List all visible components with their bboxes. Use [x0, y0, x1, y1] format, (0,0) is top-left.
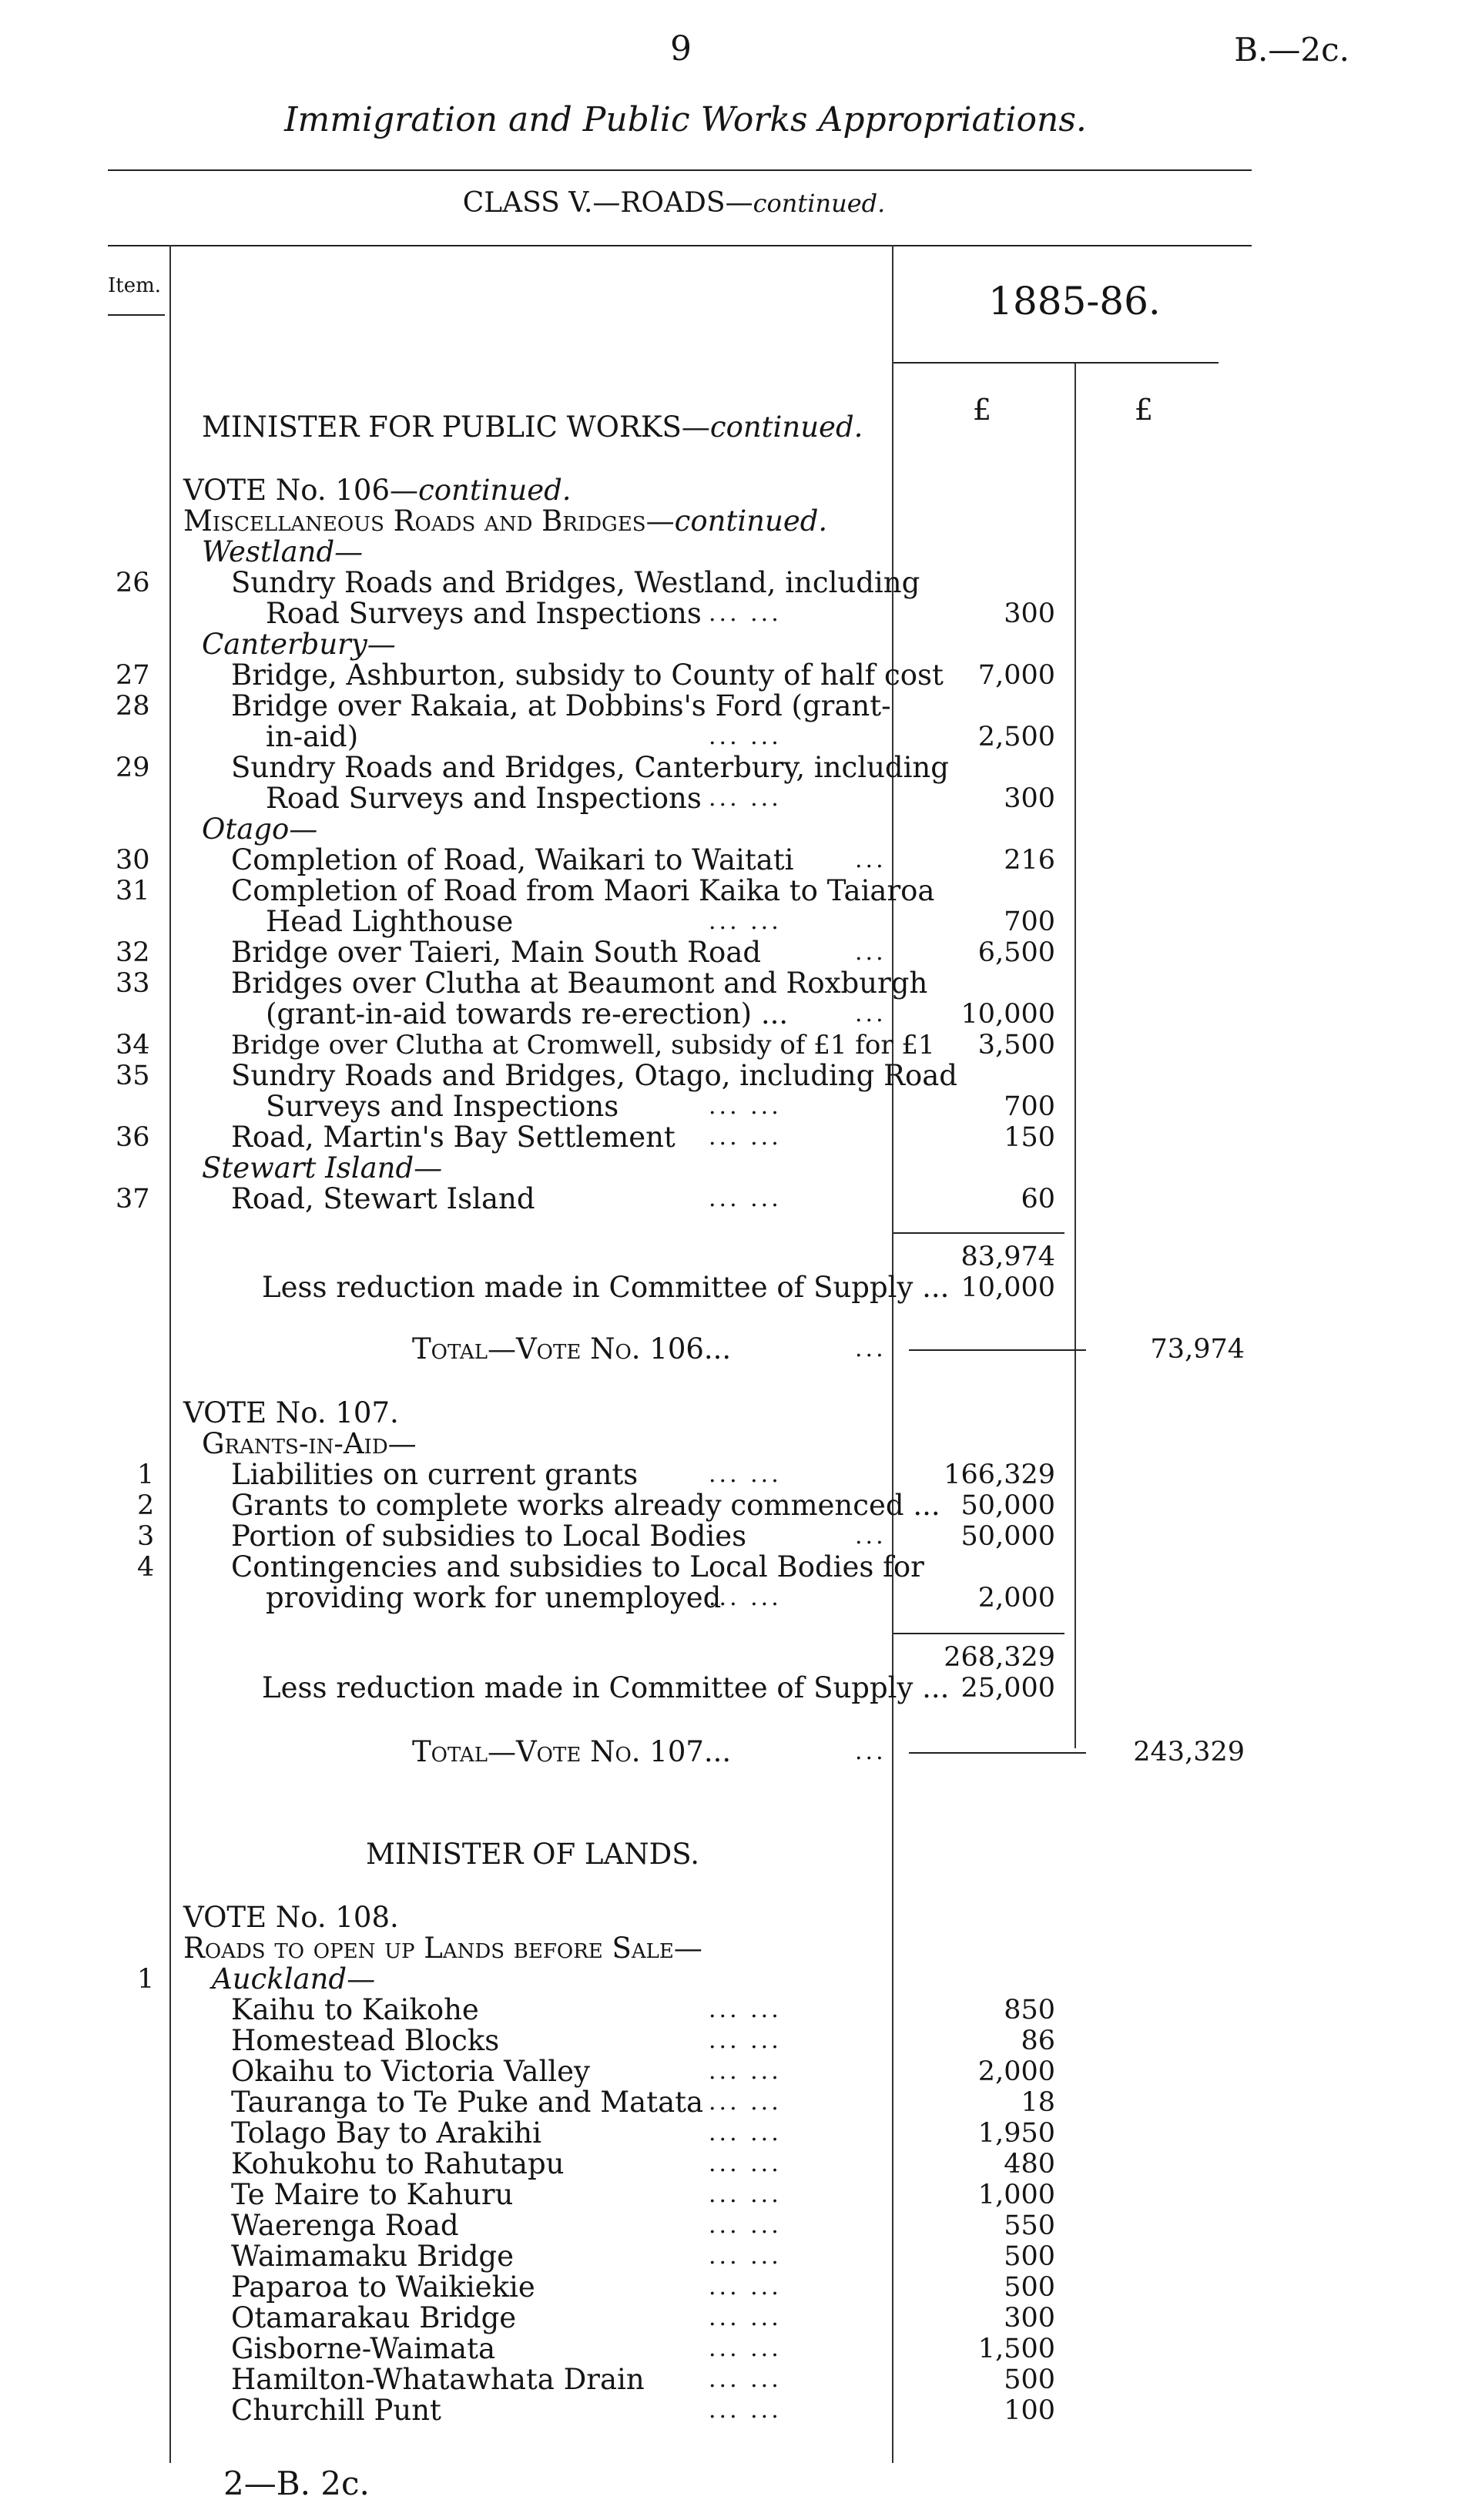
item-amount: 700: [1004, 1091, 1055, 1122]
road-amount: 1,500: [977, 2334, 1055, 2364]
item-description: Bridges over Clutha at Beaumont and Roxburgh: [231, 967, 928, 1000]
vote-106-subtitle: Miscellaneous Roads and Bridges—continued.: [183, 504, 828, 538]
road-amount: 100: [1004, 2395, 1055, 2426]
running-title: Immigration and Public Works Appropriations.: [284, 100, 1087, 139]
road-amount: 500: [1004, 2364, 1055, 2395]
leader-dots: ... ...: [709, 723, 782, 750]
total-rule: [909, 1349, 1086, 1351]
section-title: CLASS V.—ROADS—continued.: [462, 187, 886, 219]
item-number: 1: [137, 1459, 155, 1490]
item-number: 28: [116, 691, 150, 722]
item-amount: 50,000: [960, 1521, 1055, 1552]
item-description-cont: Head Lighthouse: [266, 905, 514, 938]
road-amount: 850: [1004, 1995, 1055, 2026]
year-head-rule: [893, 362, 1219, 364]
item-amount: 300: [1004, 598, 1055, 629]
leader-dots: ... ...: [709, 2274, 782, 2301]
road-amount: 18: [1021, 2087, 1055, 2118]
leader-dots: ... ...: [709, 908, 782, 935]
leader-dots: ...: [855, 846, 887, 873]
item-number: 26: [116, 568, 150, 598]
leader-dots: ... ...: [709, 1185, 782, 1212]
leader-dots: ... ...: [709, 1461, 782, 1488]
currency-symbol-totals: £: [1134, 393, 1154, 427]
item-amount: 10,000: [960, 999, 1055, 1030]
item-amount: 6,500: [977, 937, 1055, 968]
leader-dots: ... ...: [709, 2243, 782, 2270]
road-amount: 300: [1004, 2303, 1055, 2334]
item-number: 27: [116, 660, 150, 691]
item-description: Road, Martin's Bay Settlement: [231, 1121, 676, 1154]
vote-106-total: 73,974: [1150, 1334, 1245, 1365]
item-description: Sundry Roads and Bridges, Canterbury, including: [231, 751, 949, 784]
road-name: Churchill Punt: [231, 2394, 441, 2427]
item-description: Sundry Roads and Bridges, Otago, including Road: [231, 1059, 957, 1092]
road-name: Kaihu to Kaikohe: [231, 1993, 479, 2026]
road-amount: 2,000: [977, 2056, 1055, 2087]
year-column-header: 1885-86.: [988, 279, 1161, 323]
vote-106-total-label: Total—Vote No. 106...: [412, 1332, 732, 1366]
document-code: B.—2c.: [1234, 31, 1349, 69]
table-top-rule: [108, 245, 1252, 246]
leader-dots: ... ...: [709, 1093, 782, 1120]
item-description: Completion of Road from Maori Kaika to Taiaroa: [231, 874, 935, 907]
road-name: Otamarakau Bridge: [231, 2301, 517, 2334]
leader-dots: ... ...: [709, 785, 782, 812]
leader-dots: ... ...: [709, 2089, 782, 2116]
item-description: Sundry Roads and Bridges, Westland, including: [231, 566, 920, 599]
vote-106-title: VOTE No. 106—continued.: [183, 474, 572, 507]
item-amount: 700: [1004, 906, 1055, 937]
page-number: 9: [670, 29, 692, 69]
leader-dots: ... ...: [709, 2335, 782, 2362]
region-stewart-island: Stewart Island—: [202, 1151, 443, 1185]
item-amount: 216: [1004, 845, 1055, 876]
item-number: 4: [137, 1552, 155, 1583]
road-name: Kohukohu to Rahutapu: [231, 2147, 565, 2180]
vote-107-total-label: Total—Vote No. 107...: [412, 1735, 732, 1768]
item-description: Contingencies and subsidies to Local Bodies for: [231, 1550, 924, 1583]
vote-107-subtitle: Grants-in-Aid—: [202, 1427, 417, 1460]
leader-dots: ...: [855, 1335, 887, 1362]
leader-dots: ... ...: [709, 2304, 782, 2331]
leader-dots: ...: [855, 1523, 887, 1550]
item-description: Bridge, Ashburton, subsidy to County of half cost: [231, 658, 944, 692]
item-description: Bridge over Rakaia, at Dobbins's Ford (grant-: [231, 689, 891, 722]
road-amount: 1,000: [977, 2180, 1055, 2210]
vote-107-reduction-label: Less reduction made in Committee of Supply ...: [262, 1671, 950, 1704]
vote-106-reduction: 10,000: [960, 1272, 1055, 1303]
road-name: Paparoa to Waikiekie: [231, 2270, 535, 2304]
item-head-rule: [108, 314, 165, 316]
page-footer-signature: 2—B. 2c.: [223, 2465, 370, 2502]
leader-dots: ... ...: [709, 1124, 782, 1151]
road-amount: 550: [1004, 2210, 1055, 2241]
road-name: Waimamaku Bridge: [231, 2240, 514, 2273]
item-number: 37: [116, 1184, 150, 1215]
leader-dots: ... ...: [709, 2027, 782, 2054]
leader-dots: ...: [855, 1000, 887, 1027]
road-amount: 500: [1004, 2241, 1055, 2272]
leader-dots: ... ...: [709, 2150, 782, 2177]
road-name: Tolago Bay to Arakihi: [231, 2116, 541, 2150]
minister-public-works-heading: MINISTER FOR PUBLIC WORKS—continued.: [202, 411, 863, 444]
header-rule: [108, 169, 1252, 171]
vote-106-subtotal: 83,974: [960, 1242, 1055, 1272]
item-description-cont: providing work for unemployed: [266, 1581, 722, 1614]
region-canterbury: Canterbury—: [202, 628, 396, 661]
item-description: Road, Stewart Island: [231, 1182, 535, 1215]
leader-dots: ...: [855, 1738, 887, 1765]
item-number: 32: [116, 937, 150, 968]
leader-dots: ...: [855, 939, 887, 966]
road-name: Homestead Blocks: [231, 2024, 500, 2057]
item-description: Bridge over Clutha at Cromwell, subsidy of £1 for £1: [231, 1030, 935, 1061]
vote-108-subtitle: Roads to open up Lands before Sale—: [183, 1932, 702, 1965]
leader-dots: ... ...: [709, 2366, 782, 2393]
leader-dots: ... ...: [709, 600, 782, 627]
vote-108-title: VOTE No. 108.: [183, 1901, 399, 1934]
item-number: 29: [116, 752, 150, 783]
road-amount: 480: [1004, 2149, 1055, 2180]
region-auckland: Auckland—: [212, 1962, 376, 1996]
item-number: 3: [137, 1521, 155, 1552]
road-name: Waerenga Road: [231, 2209, 459, 2242]
road-name: Gisborne-Waimata: [231, 2332, 496, 2365]
road-name: Okaihu to Victoria Valley: [231, 2055, 590, 2088]
leader-dots: ... ...: [709, 2212, 782, 2239]
vote-107-title: VOTE No. 107.: [183, 1396, 399, 1429]
item-description-cont: (grant-in-aid towards re-erection) ...: [266, 997, 789, 1030]
item-description-cont: Road Surveys and Inspections: [266, 782, 702, 815]
item-amount: 60: [1021, 1184, 1055, 1215]
road-amount: 86: [1021, 2026, 1055, 2056]
item-amount: 3,500: [977, 1030, 1055, 1061]
subtotal-rule: [893, 1232, 1064, 1234]
vote-107-reduction: 25,000: [960, 1673, 1055, 1704]
leader-dots: ... ...: [709, 2058, 782, 2085]
item-amount: 2,000: [977, 1583, 1055, 1614]
item-number: 34: [116, 1030, 150, 1061]
leader-dots: ... ...: [709, 1584, 782, 1611]
item-number: 1: [137, 1964, 155, 1995]
item-amount: 166,329: [944, 1459, 1055, 1490]
road-name: Tauranga to Te Puke and Matata: [231, 2086, 704, 2119]
vote-107-subtotal: 268,329: [944, 1642, 1055, 1673]
road-name: Hamilton-Whatawhata Drain: [231, 2363, 645, 2396]
currency-symbol-amounts: £: [972, 393, 992, 427]
item-description-cont: Surveys and Inspections: [266, 1090, 619, 1123]
item-amount: 300: [1004, 783, 1055, 814]
region-otago: Otago—: [202, 813, 318, 846]
item-number: 2: [137, 1490, 155, 1521]
item-description: Bridge over Taieri, Main South Road: [231, 936, 762, 969]
item-description-cont: Road Surveys and Inspections: [266, 597, 702, 630]
item-number: 33: [116, 968, 150, 999]
road-name: Te Maire to Kahuru: [231, 2178, 514, 2211]
item-amount: 2,500: [977, 722, 1055, 752]
item-description: Portion of subsidies to Local Bodies: [231, 1520, 747, 1553]
item-description-cont: in-aid): [266, 720, 359, 753]
leader-dots: ... ...: [709, 2181, 782, 2208]
item-number: 30: [116, 845, 150, 876]
vote-106-reduction-label: Less reduction made in Committee of Supply ...: [262, 1271, 950, 1304]
item-number: 36: [116, 1122, 150, 1153]
item-description: Completion of Road, Waikari to Waitati: [231, 843, 794, 876]
leader-dots: ... ...: [709, 2397, 782, 2424]
item-description: Liabilities on current grants: [231, 1458, 639, 1491]
leader-dots: ... ...: [709, 2120, 782, 2146]
region-westland: Westland—: [202, 535, 364, 568]
item-number: 31: [116, 876, 150, 906]
total-rule: [909, 1752, 1086, 1754]
vote-107-total: 243,329: [1133, 1737, 1245, 1768]
item-column-header: Item.: [108, 274, 162, 297]
road-amount: 1,950: [977, 2118, 1055, 2149]
road-amount: 500: [1004, 2272, 1055, 2303]
item-column-divider: [169, 245, 171, 2463]
item-description: Grants to complete works already commenced ...: [231, 1489, 940, 1522]
item-amount: 150: [1004, 1122, 1055, 1153]
leader-dots: ... ...: [709, 1996, 782, 2023]
minister-lands-heading: MINISTER OF LANDS.: [366, 1838, 700, 1871]
item-amount: 50,000: [960, 1490, 1055, 1521]
subtotal-rule: [893, 1633, 1064, 1634]
total-column-divider: [1074, 362, 1076, 1748]
item-number: 35: [116, 1061, 150, 1091]
item-amount: 7,000: [977, 660, 1055, 691]
